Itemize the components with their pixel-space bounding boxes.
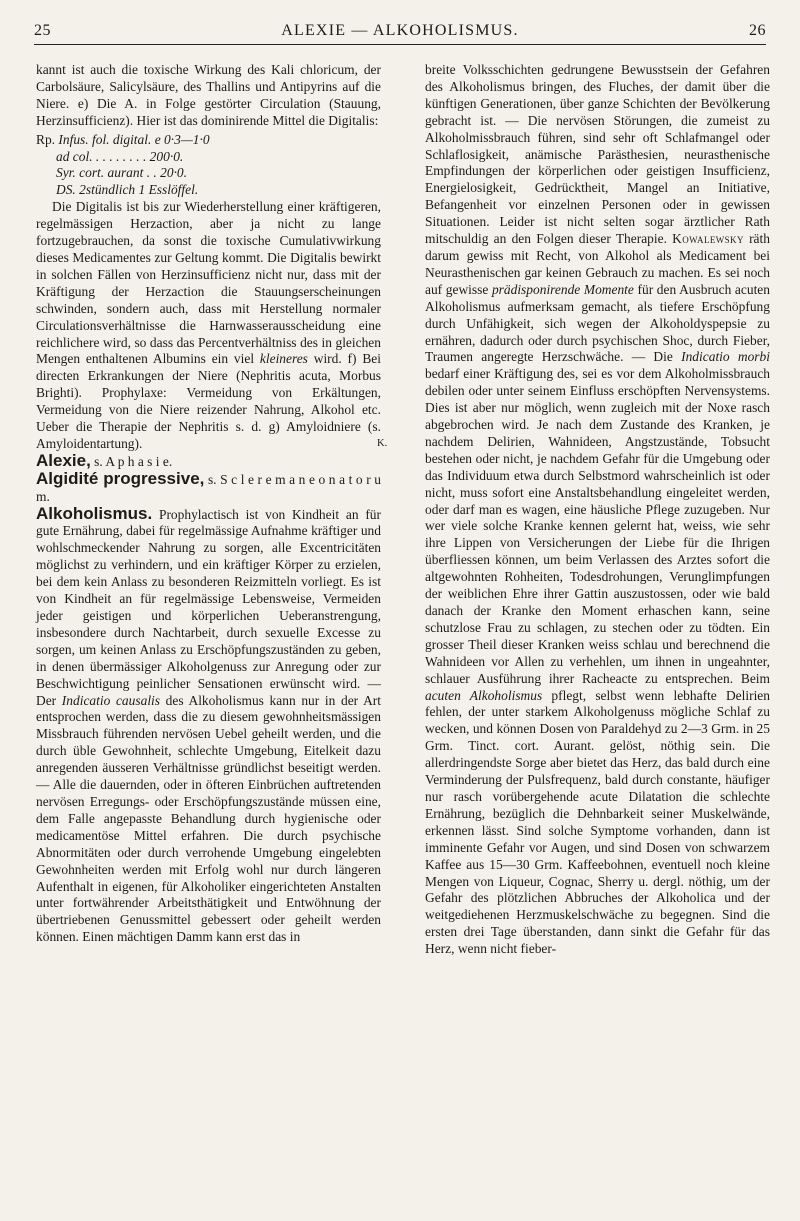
- rx-text: Infus. fol. digital. e 0·3—1·0: [58, 131, 210, 147]
- emphasis: Indicatio causalis: [61, 692, 161, 708]
- author-name: Kowalewsky: [672, 231, 744, 247]
- entry-algidite: [36, 468, 381, 506]
- paragraph-text: Prophylactisch ist von Kindheit an für gute Ernährung, dabei für regelmässige Aufnahme kräftiger und wohlschmeckender Nahrung zu sorgen, alle Excentricitäten möglichst zu verhindern, und ein kräftiger Körper zu erzielen, bei dem kein Anlass zu besonderen Reizmitteln vorliegt. Es ist von Kindheit an für regelmässige Lebensweise, Vermeiden jeder geistigen und körperlichen Ueberanstrengung, insbesondere durch Nachtarbeit, durch sexuelle Excesse zu sorgen, um keinen Anlass zu Erschöpfungszuständen zu geben, in denen übermässiger Alkoholgenuss zur Anregung oder zur Beschwichtigung peinlicher Sensationen erwünscht wird. — Der: [36, 506, 381, 708]
- prescription-line: DS. 2stündlich 1 Esslöffel.: [56, 182, 199, 198]
- prescription: [36, 132, 381, 200]
- paragraph-text: Die Digitalis ist bis zur Wiederherstellung einer kräftigeren, regelmässigen Herzaction, aber ja nicht zu lange fortzugebrauchen, da sonst die toxische Cumulativwirkung dieses Medicamentes zur Geltung kommt. Die Digitalis bewirkt in solchen Fällen von Herzinsufficienz nicht nur, dass mit der Kräftigung der Herzaction die Stauungserscheinungen schwinden, sondern auch, dass mit Herstellung normaler Circulationsverhältnisse die Harnwasserausscheidung eine reichlichere wird, so dass das Percentverhältniss des in gleichen Mengen enthaltenen Albumins ein viel: [36, 199, 381, 367]
- right-column: [425, 62, 770, 958]
- paragraph-text: bedarf einer Kräftigung des, sei es vor dem Alkoholmissbrauch debilen oder unter seinem Einfluss erschöpften Nervensystems. Dies ist aber nur möglich, wenn zugleich mit der Noxe rasch abgebrochen wird. Je nach dem Zustande des Kranken, je nachdem Delirien, Wahnideen, Angstzustände, Tobsucht bestehen oder nicht, je nachdem Gefahr für die Umgebung oder das Individuum etwa durch Selbstmord wahrscheinlich ist oder nicht, muss sofort eine Anstaltsbehandlung eingeleitet werden, oder darf man es wagen, eine häusliche Pflege zuzugeben. Nur wer viele solche Kranke kennen gelernt hat, weiss, wie sehr ihre Lippen von Versicherungen der Liebe für die Ihrigen überfliessen können, um beim Verlassen des Arztes sofort die altgewohnten Rohheiten, Todesdrohungen, Verunglimpfungen der weiblichen Ehre ihrer Gattin auszustossen, oder wie bald danach der Kranke den Moment erhaschen kann, seine schutzlose Frau zu schlagen, zu stechen oder zu tödten. Ein grosser Theil dieser Kranken weiss schlau und berechnend die Wahnideen vor Allen zu verhehlen, um ihnen in ungeahnter, schlauer Ausführung ihrer Racheacte zu entsprechen. Beim: [425, 366, 770, 686]
- emphasis: Indicatio morbi: [681, 349, 770, 365]
- paragraph-text: pflegt, selbst wenn lebhafte Delirien fehlen, der unter starkem Alkoholgenuss mögliche Schlaf zu wecken, und können Dosen von Paraldehyd zu 2—3 Grm. in 25 Grm. Tinct. cort. Aurant. gelöst, nöthig sein. Die allerdringendste Sorge aber bietet das Herz, das bald durch eine Verminderung der Pulsfrequenz, bald durch constante, häufiger nur rasch vorübergehende acute Dilatation die schlechte Ernährung, bezüglich die Dehnbarkeit seiner Muskelwände, erkennen lässt. Sind solche Symptome vorhanden, dann ist imminente Gefahr vor Augen, und sind Dosen von schwarzem Kaffee aus 15—30 Grm. Kaffeebohnen, eventuell noch kleine Mengen von Liqueur, Cognac, Sherry u. dergl. nöthig, um der Gefahr des plötzlichen Abbruches der Alkoholica und der weitgediehenen Herzmuskelschwäche zu begegnen. Sind die ersten drei Tage überstanden, dann sinkt die Gefahr für das Herz, wenn nicht fieber-: [425, 687, 770, 957]
- paragraph: [36, 199, 388, 453]
- author-signature: K.: [377, 437, 388, 449]
- cross-reference: s. S c l e r e m a n e o n a t o r u m.: [36, 471, 381, 504]
- entry-heading: Algidité progressive,: [36, 468, 205, 488]
- emphasis: prädisponirende Momente: [491, 281, 634, 297]
- paragraph-text: kannt ist auch die toxische Wirkung des Kali chloricum, der Carbolsäure, Salicylsäure, des Thallins und Antipyrins auf die Niere. e) Die A. in Folge gestörter Circulation (Stauung, Herzinsufficienz). Hier ist das dominirende Mittel die Digitalis:: [36, 62, 381, 128]
- emphasis: kleineres: [259, 351, 308, 367]
- entry-heading: Alexie,: [36, 450, 91, 470]
- paragraph-text: räth darum gewiss mit Recht, von Alkohol als Medicament bei Neurasthenischen gar keinen Gebrauch zu machen. Es sei noch auf gewisse: [425, 231, 770, 297]
- prescription-line: ad col. . . . . . . . . 200·0.: [56, 148, 184, 164]
- paragraph-text: breite Volksschichten gedrungene Bewusstsein der Gefahren des Alkoholismus bringen, des Fluches, der damit über die künftigen Generationen, über ganze Schichten der Bevölkerung gebracht ist. — Die nervösen Störungen, die zumeist zu Alkoholmissbrauch führen, sind sehr oft Schlafmangel oder Schlaflosigkeit, anämische Parästhesien, neurasthenische Empfindungen der körperlichen oder geistigen Insufficienz, Energielosigkeit, Gedrücktheit, Mangel an Initiative, Befangenheit vor einzelnen Personen oder in gewissen Situationen. Leider ist nicht selten sogar ärztlicher Rath mitschuldig an den Folgen dieser Therapie.: [425, 62, 770, 247]
- paragraph: [36, 62, 381, 130]
- paragraph-text: wird. f) Bei directen Erkrankungen der Niere (Nephritis acuta, Morbus Brighti). Prophylaxe: Vermeidung von Erkältungen, Vermeidung von die Niere reizender Nahrung, Alkohol etc. Ueber die Therapie der Nephritis s. d. g) Amyloidniere (s. Amyloidentartung).: [36, 351, 381, 451]
- page-number-right: 26: [749, 22, 766, 39]
- entry-heading: Alkoholismus.: [36, 503, 153, 523]
- cross-reference: s. A p h a s i e.: [90, 453, 173, 469]
- prescription-line: [36, 132, 381, 149]
- emphasis: acuten Alkoholismus: [425, 687, 543, 703]
- rx-label: Rp.: [36, 131, 59, 147]
- left-column: [36, 62, 388, 946]
- running-title: ALEXIE — ALKOHOLISMUS.: [281, 22, 519, 39]
- paragraph: [425, 62, 770, 958]
- page-number-left: 25: [34, 22, 51, 39]
- paragraph-text: für den Ausbruch acuten Alkoholismus aufmerksam gemacht, als tiefere Erschöpfung durch Unfähigkeit, sich wegen der Alkoholdyspepsie zu ernähren, dadurch oder durch psychischen Shoc, durch Fieber, Traumen angeregte Herzschwäche. — Die: [425, 281, 770, 365]
- paragraph-text: des Alkoholismus kann nur in der Art entsprochen werden, dass die zu diesem gewohnheitsmässigen Missbrauch führenden nervösen Uebel geheilt werden, und die durch üble Gewohnheit, schlechte Umgebung, Eitelkeit dazu anregenden äusseren Verhältnisse gründlichst beseitigt werden. — Alle die dauernden, oder in öfteren Einbrüchen auftretenden nervösen Erregungs- oder Erschöpfungszustände müssen eine, dem Falle angepasste Behandlung durch hygienische oder medicamentöse Mittel erfahren. Die durch psychische Abnormitäten oder durch verrohende Umgebung eingelebten Gewohnheiten werden mit Erfolg wohl nur durch längeren Aufenthalt in eigenen, für Alkoholiker eingerichteten Anstalten unter fortwährender Arbeitsthätigkeit und Entwöhnung der übertriebenen Genussmittel gebessert oder geheilt werden können. Einen mächtigen Damm kann erst das in: [36, 692, 381, 945]
- entry-alkoholismus: [36, 503, 381, 947]
- running-header: [34, 14, 766, 45]
- prescription-line: Syr. cort. aurant . . 20·0.: [56, 165, 188, 181]
